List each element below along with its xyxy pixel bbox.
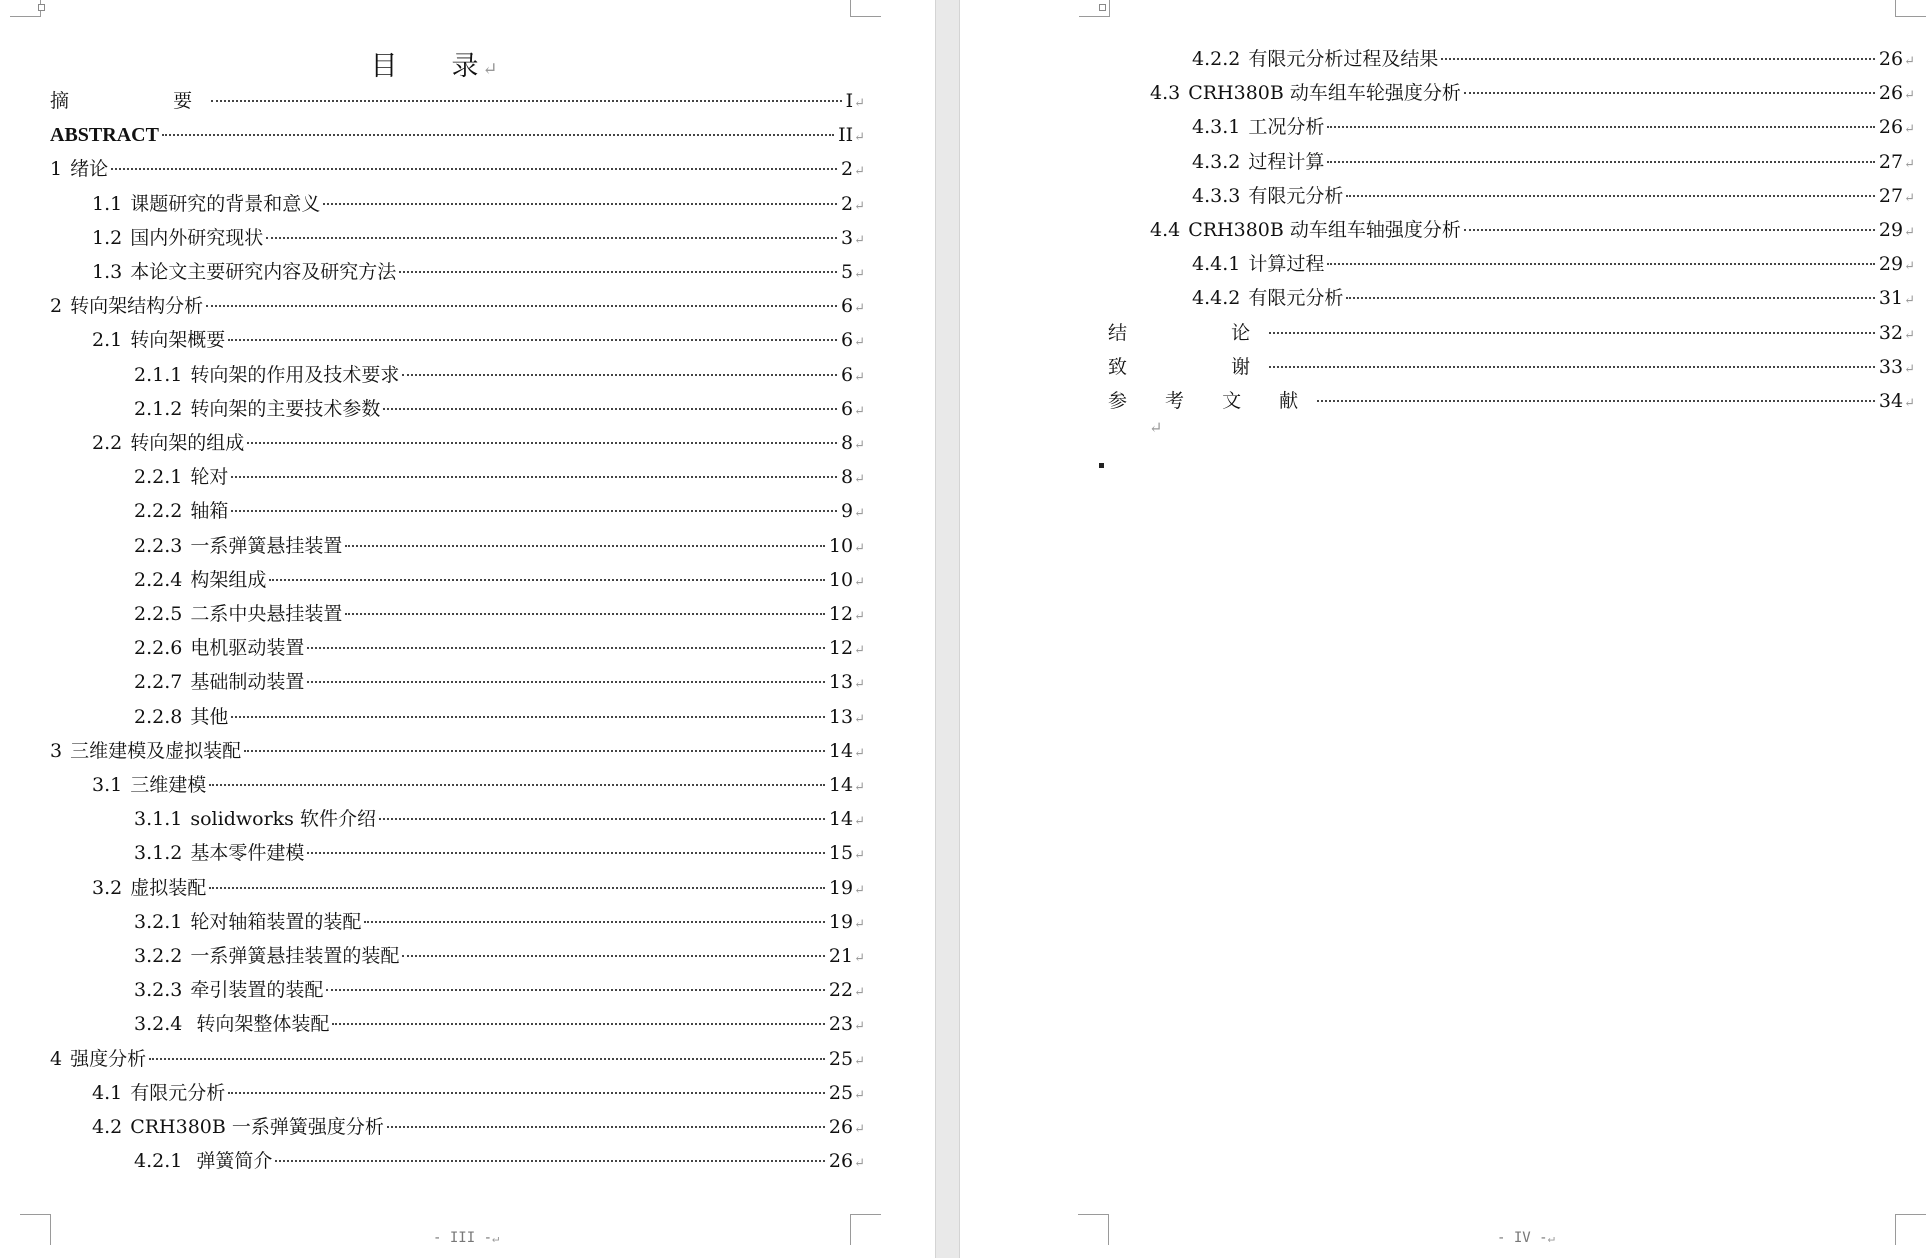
toc-entry-page: 29 [1878,253,1904,276]
paragraph-mark: ↵ [854,96,865,111]
dot-leader [231,476,837,478]
paragraph-mark: ↵ [854,882,865,898]
toc-entry[interactable] [134,531,865,561]
toc-entry-number: 4 [50,1047,63,1070]
paragraph-mark: ↵ [854,198,865,214]
dot-leader [162,134,834,136]
toc-entry-number: 3.2.1 [134,910,183,933]
page-footer [433,1230,499,1246]
toc-entry-label: CRH380B 动车组车轮强度分析 [1188,82,1461,105]
dot-leader [326,989,825,991]
dot-leader [345,545,825,547]
toc-entry-number: 2.2 [92,432,123,454]
dot-leader [266,237,837,239]
toc-entry-label: 有限元分析 [1248,184,1344,207]
toc-entry-number: 4.2 [92,1116,123,1138]
toc-entry-page: 26 [828,1116,854,1138]
toc-entry-number: 4.3 [1150,82,1181,105]
toc-entry-label: CRH380B 一系弹簧强度分析 [130,1116,384,1138]
toc-entry-page: 2 [841,158,854,181]
paragraph-mark: ↵ [854,745,865,761]
dot-leader [111,168,837,170]
dot-leader [1327,263,1875,265]
toc-entry-page: 5 [841,261,854,283]
dot-leader [211,100,841,102]
paragraph-mark: ↵ [854,267,865,282]
toc-entry-page: 12 [828,603,854,625]
toc-entry-page: 25 [828,1047,854,1070]
paragraph-mark: ↵ [854,643,865,659]
toc-entry-page: 19 [828,910,854,933]
toc-entry-label: 计算过程 [1248,253,1325,276]
toc-entry-number: 3.2.2 [134,945,183,967]
toc-entry-label: 一系弹簧悬挂装置的装配 [190,945,400,967]
paragraph-mark: ↵ [854,506,865,522]
page-iv [960,0,1930,1258]
toc-entry-label: 轮对 [190,466,229,489]
toc-entry-number: 3.2.3 [134,979,183,1002]
toc-entry-page: 12 [828,637,854,660]
paragraph-mark: ↵ [854,301,865,317]
empty-paragraph-mark: ↵ [1149,418,1163,437]
toc-entry-label: 基础制动装置 [190,671,305,694]
paragraph-mark: ↵ [1904,88,1915,104]
toc-entry-number: 4.3.1 [1192,116,1241,139]
toc-entry-number: 2.2.3 [134,534,183,557]
dot-leader [1327,161,1875,163]
toc-entry-label: 绪论 [70,158,109,181]
toc-entry[interactable] [1192,249,1915,279]
toc-entry-page: 10 [828,534,854,557]
toc-entry-label: 弹簧简介 [190,1150,273,1173]
paragraph-mark: ↵ [854,369,865,385]
toc-entry-label: 三维建模及虚拟装配 [70,739,242,762]
toc-entry[interactable] [134,599,865,629]
toc-entry-page: 6 [841,329,854,352]
paragraph-mark: ↵ [854,1156,865,1172]
paragraph-mark: ↵ [854,951,865,966]
toc-entry-number: 4.4.2 [1192,287,1241,310]
toc-entry-label: 有限元分析过程及结果 [1248,48,1439,70]
toc-entry[interactable] [50,736,865,766]
toc-entry-page: 26 [1878,116,1904,139]
dot-leader [399,271,837,273]
paragraph-mark: ↵ [1904,327,1915,343]
toc-entry-number: 2.1.1 [134,363,183,386]
toc-entry-page: 27 [1878,184,1904,207]
paragraph-mark: ↵ [1904,396,1915,411]
toc-entry-page: 21 [828,945,854,967]
margin-marker [38,4,45,11]
dot-leader [387,1126,825,1128]
toc-entry[interactable] [92,873,865,903]
toc-entry[interactable] [134,804,865,834]
dot-leader [228,339,837,341]
toc-entry[interactable] [92,1078,865,1108]
page-number-footer: - IV - [1497,1230,1548,1246]
toc-entry-number: 2.1.2 [134,397,183,420]
dot-leader [206,305,837,307]
toc-entry-label: solidworks 软件介绍 [190,808,376,831]
toc-entry-label: 有限元分析 [1248,287,1344,310]
paragraph-mark: ↵ [1547,1231,1555,1245]
toc-entry-label: 转向架的主要技术参数 [190,397,381,420]
toc-entry[interactable] [134,1146,865,1176]
toc-entry-page: 27 [1878,150,1904,173]
toc-entry-label: 参 考 文 献 [1108,390,1315,412]
paragraph-mark: ↵ [854,164,865,180]
toc-entry-page: 6 [841,363,854,386]
dot-leader [209,784,825,786]
toc-entry-page: 14 [828,808,854,831]
toc-entry-label: 结 论 [1108,321,1267,344]
toc-entry[interactable] [50,120,865,150]
paragraph-mark: ↵ [1904,190,1915,206]
toc-entry[interactable] [134,462,865,492]
paragraph-mark: ↵ [1904,361,1915,377]
toc-entry[interactable] [134,941,865,971]
dot-leader [402,955,825,957]
toc-entry-page: 8 [841,466,854,489]
toc-entry[interactable] [134,667,865,697]
paragraph-mark: ↵ [1904,225,1915,240]
dot-leader [149,1058,825,1060]
toc-entry-number: 1.3 [92,261,123,283]
toc-entry-page: 6 [841,295,854,318]
toc-entry-page: 14 [828,739,854,762]
toc-entry[interactable] [92,1112,865,1142]
toc-entry[interactable] [134,702,865,732]
toc-entry-page: 2 [841,192,854,215]
dot-leader [231,716,825,718]
toc-entry-number: 2.2.5 [134,603,183,625]
toc-entry[interactable] [1192,147,1915,177]
toc-entry[interactable] [92,428,865,458]
paragraph-mark: ↵ [854,677,865,693]
toc-entry-page: 26 [828,1150,854,1173]
dot-leader [231,510,837,512]
toc-entry[interactable] [1192,181,1915,211]
toc-entry-number: 2.2.2 [134,500,183,523]
toc-entry-number: 1 [50,158,63,181]
paragraph-mark: ↵ [854,130,865,146]
toc-entry-number: 3.2 [92,876,123,899]
dot-leader [1346,195,1875,197]
paragraph-mark: ↵ [854,711,865,727]
dot-leader [209,887,825,889]
dot-leader [269,579,825,581]
dot-leader [1464,229,1875,231]
toc-entry[interactable] [1150,215,1915,245]
toc-entry-label: 转向架的组成 [130,432,245,454]
toc-entry-page: 15 [828,842,854,865]
toc-entry-number: 3.1.2 [134,842,183,865]
dot-leader [247,442,837,444]
toc-entry-page: 13 [828,671,854,694]
toc-entry[interactable] [1108,318,1915,348]
toc-entry-label: 基本零件建模 [190,842,305,865]
dot-leader [307,681,825,683]
toc-entry-page: 25 [828,1081,854,1104]
page-gutter [935,0,960,1258]
toc-entry-label: 转向架整体装配 [190,1013,330,1036]
dot-leader [307,647,825,649]
toc-entry[interactable] [1108,352,1915,382]
paragraph-mark: ↵ [854,814,865,830]
toc-entry[interactable] [134,565,865,595]
dot-leader [1441,58,1875,60]
toc-entry-label: ABSTRACT [50,124,159,147]
toc-entry-number: 1.1 [92,192,123,215]
dot-leader [1317,400,1875,402]
paragraph-mark: ↵ [482,59,500,80]
toc-entry[interactable] [50,86,865,116]
toc-entry-page: 8 [841,432,854,454]
toc-entry[interactable] [134,907,865,937]
toc-entry-label: 其他 [190,705,229,728]
dot-leader [332,1023,825,1025]
toc-entry[interactable] [92,770,865,800]
paragraph-mark: ↵ [854,1019,865,1035]
toc-entry-number: 2.2.1 [134,466,183,489]
toc-entry-label: 轴箱 [190,500,229,523]
toc-entry-page: 3 [841,226,854,249]
toc-entry-label: 二系中央悬挂装置 [190,603,343,625]
page-iii [0,0,935,1258]
crop-mark-top-right [1895,0,1926,17]
paragraph-mark: ↵ [854,609,865,624]
toc-entry-label: 过程计算 [1248,150,1325,173]
toc-entry-label: 转向架结构分析 [70,295,204,318]
toc-entry-label: 本论文主要研究内容及研究方法 [130,261,397,283]
toc-entry-page: 9 [841,500,854,523]
toc-entry-label: 构架组成 [190,568,267,591]
dot-leader [402,374,837,376]
dot-leader [1346,297,1875,299]
toc-entry-number: 3.1 [92,774,123,796]
toc-entry[interactable] [1192,44,1915,74]
toc-entry-number: 3.1.1 [134,808,183,831]
toc-entry[interactable] [50,291,865,321]
dot-leader [275,1160,825,1162]
dot-leader [1269,332,1875,334]
dot-leader [244,750,825,752]
toc-entry-number: 2.1 [92,329,123,352]
toc-entry-label: 课题研究的背景和意义 [130,192,321,215]
paragraph-mark: ↵ [854,1053,865,1069]
dot-leader [379,818,825,820]
dot-leader [1327,126,1875,128]
toc-entry-label: 有限元分析 [130,1081,226,1104]
toc-entry-page: 19 [828,876,854,899]
toc-entry-number: 4.2.2 [1192,48,1241,70]
paragraph-mark: ↵ [1904,156,1915,172]
toc-entry-number: 3.2.4 [134,1013,183,1036]
toc-entry-label: 轮对轴箱装置的装配 [190,910,362,933]
dot-leader [364,921,825,923]
toc-entry-page: 22 [828,979,854,1002]
toc-entry[interactable] [134,838,865,868]
toc-entry-number: 2 [50,295,63,318]
toc-entry[interactable] [92,325,865,355]
toc-entry-number: 4.3.2 [1192,150,1241,173]
toc-entry-label: 致 谢 [1108,355,1267,378]
toc-entry[interactable] [1108,386,1915,416]
toc-entry-page: 26 [1878,82,1904,105]
toc-entry[interactable] [134,633,865,663]
paragraph-mark: ↵ [854,335,865,351]
toc-entry[interactable] [134,394,865,424]
dot-leader [323,203,837,205]
toc-entry-number: 4.1 [92,1081,123,1104]
paragraph-mark: ↵ [854,1087,865,1103]
toc-entry-label: 一系弹簧悬挂装置 [190,534,343,557]
paragraph-mark: ↵ [1904,259,1915,275]
section-break-marker [1099,463,1104,468]
toc-entry-number: 2.2.4 [134,568,183,591]
toc-entry-label: 虚拟装配 [130,876,207,899]
toc-entry-page: 10 [828,568,854,591]
toc-entry[interactable] [92,223,865,253]
crop-mark-bottom-right [850,1214,881,1245]
toc-entry-number: 2.2.8 [134,705,183,728]
toc-entry-page: I [845,90,854,112]
toc-entry-page: 14 [828,774,854,796]
paragraph-mark: ↵ [1904,54,1915,69]
toc-entry-number: 4.3.3 [1192,184,1241,207]
paragraph-mark: ↵ [492,1231,500,1245]
toc-entry-page: 13 [828,705,854,728]
toc-title [0,44,870,83]
toc-entry[interactable] [134,1009,865,1039]
toc-entry-number: 2.2.6 [134,637,183,660]
toc-entry-page: 33 [1878,355,1904,378]
crop-mark-bottom-right [1895,1214,1926,1245]
dot-leader [1464,92,1875,94]
paragraph-mark: ↵ [854,232,865,248]
toc-entry-page: 31 [1878,287,1904,310]
toc-entry-label: 牵引装置的装配 [190,979,324,1002]
toc-title-part1: 目 [370,51,400,82]
toc-entry[interactable] [134,975,865,1005]
toc-entry[interactable] [92,189,865,219]
page-number-footer: - III - [433,1230,493,1246]
toc-entry-label: 电机驱动装置 [190,637,305,660]
toc-title-part2: 录 [451,51,481,82]
paragraph-mark: ↵ [854,1122,865,1137]
dot-leader [228,1092,825,1094]
toc-entry-page: 34 [1878,390,1904,412]
toc-entry[interactable] [92,257,865,287]
crop-mark-bottom-left [20,1214,51,1245]
toc-entry-page: II [838,124,854,147]
toc-entry[interactable] [1150,78,1915,108]
crop-mark-top-right [850,0,881,17]
toc-entry-page: 32 [1878,321,1904,344]
paragraph-mark: ↵ [854,540,865,556]
toc-entry-number: 4.2.1 [134,1150,183,1173]
paragraph-mark: ↵ [854,848,865,864]
paragraph-mark: ↵ [854,780,865,795]
toc-entry[interactable] [50,154,865,184]
dot-leader [307,852,825,854]
toc-entry[interactable] [1192,283,1915,313]
crop-mark-top-left [10,0,41,17]
paragraph-mark: ↵ [1904,122,1915,138]
dot-leader [383,408,837,410]
paragraph-mark: ↵ [854,472,865,488]
paragraph-mark: ↵ [854,438,865,453]
paragraph-mark: ↵ [854,574,865,590]
dot-leader [345,613,825,615]
toc-entry[interactable] [134,496,865,526]
page-footer [1497,1230,1555,1246]
dot-leader [1269,366,1875,368]
crop-mark-bottom-left [1078,1214,1109,1245]
toc-entry-number: 1.2 [92,226,123,249]
toc-entry-label: 转向架概要 [130,329,226,352]
toc-entry[interactable] [1192,112,1915,142]
toc-entry[interactable] [134,360,865,390]
toc-entry[interactable] [50,1044,865,1074]
toc-entry-label: 工况分析 [1248,116,1325,139]
margin-marker [1099,4,1106,11]
paragraph-mark: ↵ [1904,293,1915,309]
toc-entry-label: 强度分析 [70,1047,147,1070]
toc-entry-label: CRH380B 动车组车轴强度分析 [1188,219,1461,241]
toc-entry-number: 4.4.1 [1192,253,1241,276]
toc-entry-page: 6 [841,397,854,420]
toc-entry-page: 29 [1878,219,1904,241]
toc-entry-page: 23 [828,1013,854,1036]
toc-entry-label: 摘 要 [50,90,209,112]
toc-entry-number: 2.2.7 [134,671,183,694]
toc-entry-label: 转向架的作用及技术要求 [190,363,400,386]
paragraph-mark: ↵ [854,916,865,932]
toc-entry-label: 国内外研究现状 [130,226,264,249]
paragraph-mark: ↵ [854,403,865,419]
paragraph-mark: ↵ [854,985,865,1001]
toc-entry-number: 3 [50,739,63,762]
toc-entry-label: 三维建模 [130,774,207,796]
toc-entry-number: 4.4 [1150,219,1181,241]
toc-entry-page: 26 [1878,48,1904,70]
